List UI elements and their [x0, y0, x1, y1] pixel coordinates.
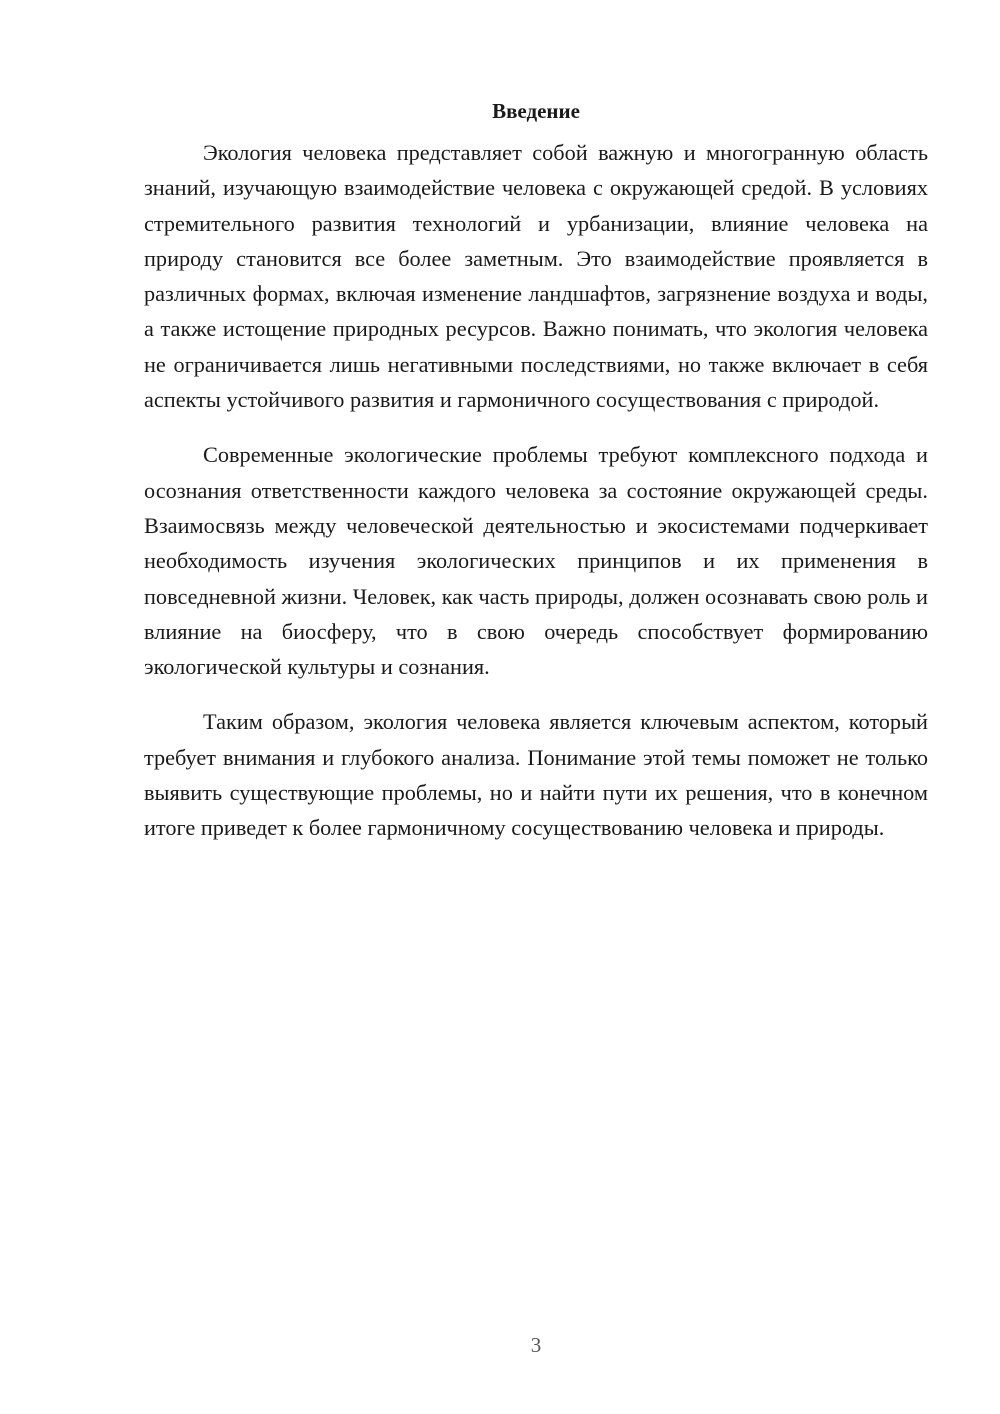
page-content: [144, 97, 928, 866]
paragraph-3: Таким образом, экология человека является ключевым аспектом, который требует внимания и глубокого анализа. Понимание этой темы поможет не только выявить существующие проблемы, но и найти пути их решения, что в конечном итоге приведет к более гармоничному сосуществованию человека и природы.: [144, 709, 928, 841]
section-heading: Введение: [492, 99, 580, 123]
paragraph-1: Экология человека представляет собой важную и многогранную область знаний, изучающую взаимодействие человека с окружающей средой. В условиях стремительного развития технологий и урбанизации, влияние человека на природу становится все более заметным. Это взаимодействие проявляется в различных формах, включая изменение ландшафтов, загрязнение воздуха и воды, а также истощение природных ресурсов. Важно понимать, что экология человека не ограничивается лишь негативными последствиями, но также включает в себя аспекты устойчивого развития и гармоничного сосуществования с природой.: [144, 140, 928, 413]
page-number: 3: [530, 1333, 542, 1357]
paragraph-2: Современные экологические проблемы требуют комплексного подхода и осознания ответственности каждого человека за состояние окружающей среды. Взаимосвязь между человеческой деятельностью и экосистемами подчеркивает необходимость изучения экологических принципов и их применения в повседневной жизни. Человек, как часть природы, должен осознавать свою роль и влияние на биосферу, что в свою очередь способствует формированию экологической культуры и сознания.: [144, 442, 928, 680]
